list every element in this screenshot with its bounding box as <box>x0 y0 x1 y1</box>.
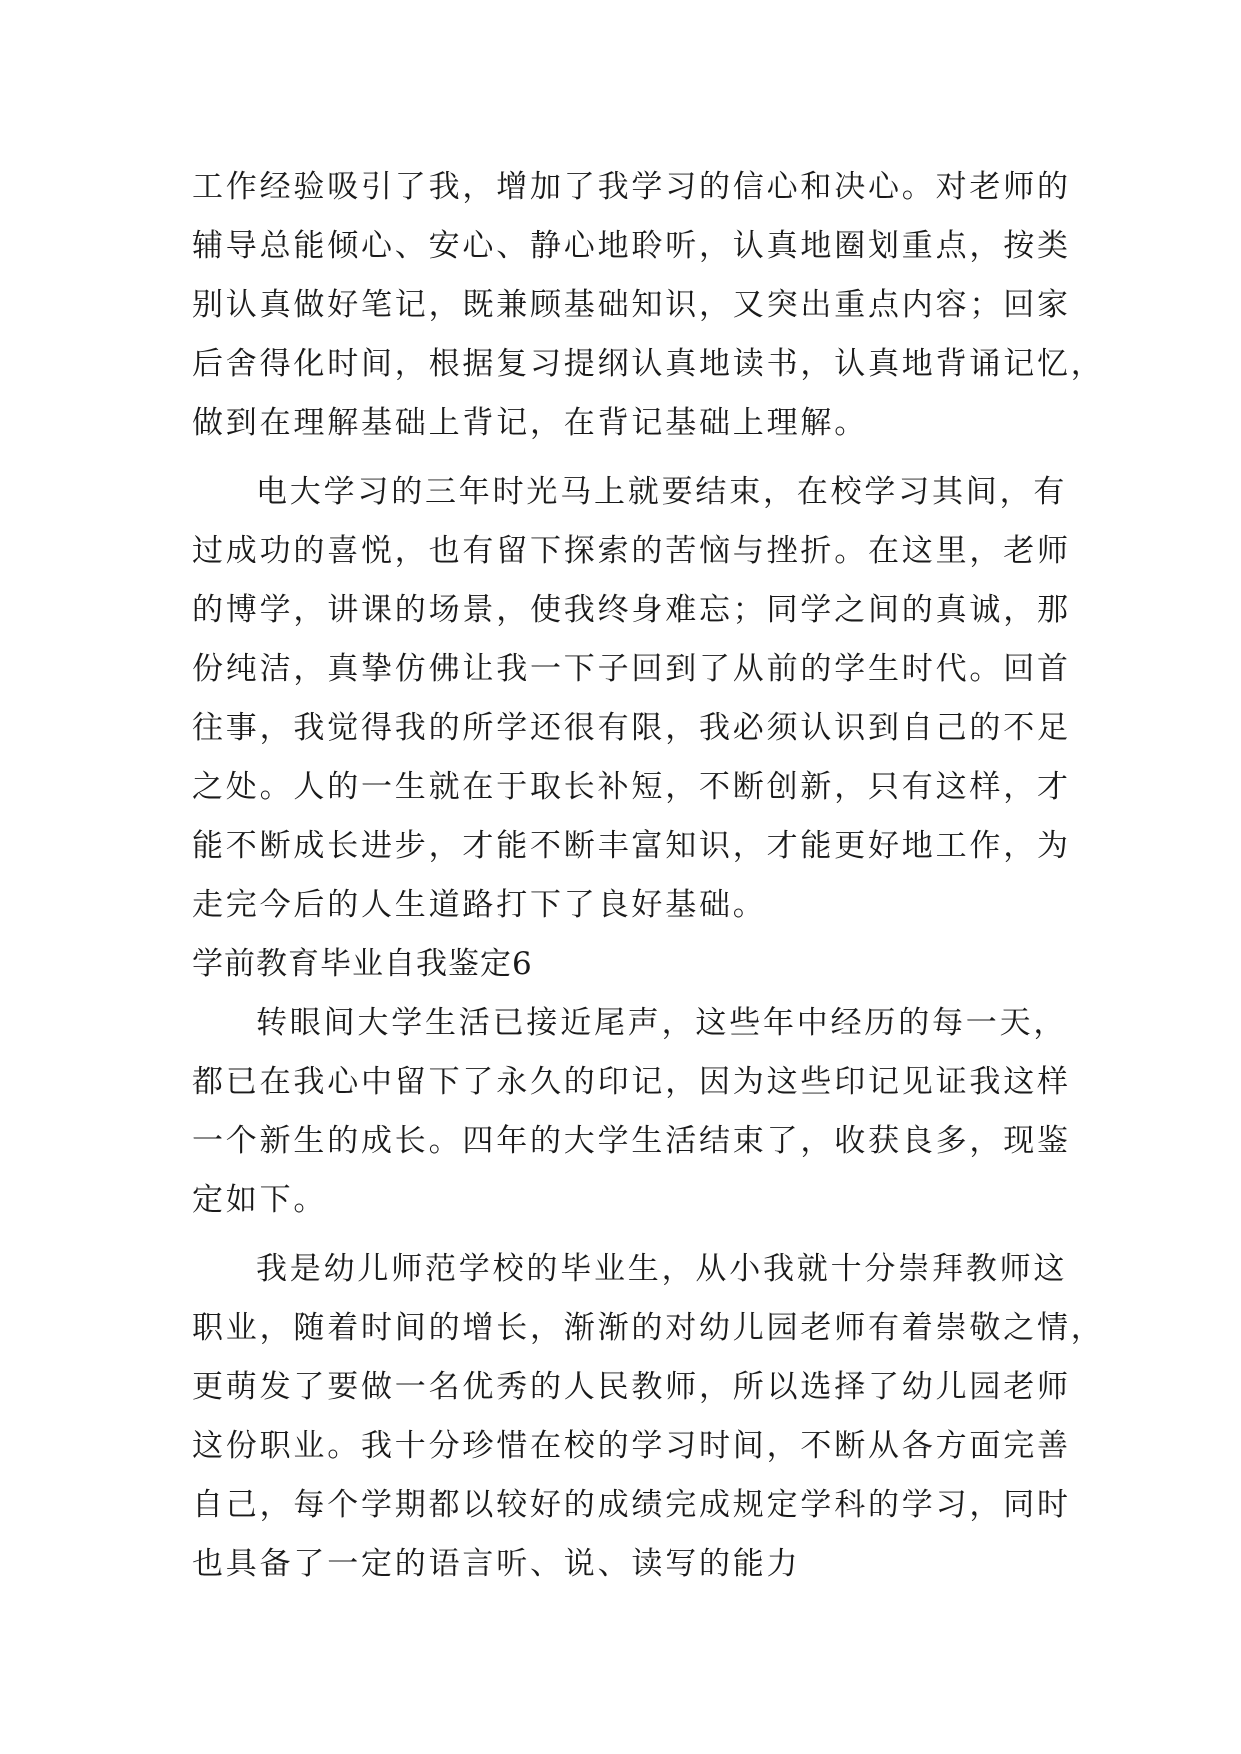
paragraph-line: 后舍得化时间，根据复习提纲认真地读书，认真地背诵记忆， <box>192 346 1105 382</box>
paragraph-2 <box>192 463 1072 935</box>
paragraph-line: 之处。人的一生就在于取长补短，不断创新，只有这样，才 <box>192 769 1071 805</box>
paragraph-line: 也具备了一定的语言听、说、读写的能力 <box>192 1546 801 1582</box>
paragraph-line: 这份职业。我十分珍惜在校的学习时间，不断从各方面完善 <box>192 1428 1071 1464</box>
paragraph-line: 职业，随着时间的增长，渐渐的对幼儿园老师有着崇敬之情， <box>192 1310 1105 1346</box>
paragraph-line: 份纯洁，真挚仿佛让我一下子回到了从前的学生时代。回首 <box>192 651 1071 687</box>
paragraph-line: 别认真做好笔记，既兼顾基础知识，又突出重点内容；回家 <box>192 287 1071 323</box>
paragraph-line: 的博学，讲课的场景，使我终身难忘；同学之间的真诚，那 <box>192 592 1071 628</box>
paragraph-line: 定如下。 <box>192 1182 328 1218</box>
paragraph-line: 做到在理解基础上背记，在背记基础上理解。 <box>192 405 868 441</box>
paragraph-line: 往事，我觉得我的所学还很有限，我必须认识到自己的不足 <box>192 710 1071 746</box>
paragraph-spacer <box>192 1230 1072 1240</box>
paragraph-3 <box>192 994 1072 1230</box>
paragraph-line: 转眼间大学生活已接近尾声，这些年中经历的每一天， <box>256 1005 1068 1041</box>
paragraph-line: 走完今后的人生道路打下了良好基础。 <box>192 887 767 923</box>
paragraph-line: 自己，每个学期都以较好的成绩完成规定学科的学习，同时 <box>192 1487 1071 1523</box>
paragraph-line: 我是幼儿师范学校的毕业生，从小我就十分崇拜教师这 <box>256 1251 1068 1287</box>
paragraph-line: 都已在我心中留下了永久的印记，因为这些印记见证我这样 <box>192 1064 1071 1100</box>
paragraph-line: 过成功的喜悦，也有留下探索的苦恼与挫折。在这里，老师 <box>192 533 1071 569</box>
paragraph-line: 电大学习的三年时光马上就要结束，在校学习其间，有 <box>256 474 1068 510</box>
document-body <box>192 158 1105 1594</box>
section-heading: 学前教育毕业自我鉴定6 <box>192 946 533 982</box>
paragraph-line: 辅导总能倾心、安心、静心地聆听，认真地圈划重点，按类 <box>192 228 1071 264</box>
paragraph-spacer <box>192 453 1072 463</box>
paragraph-4 <box>192 1240 1105 1594</box>
paragraph-1 <box>192 158 1105 453</box>
paragraph-line: 更萌发了要做一名优秀的人民教师，所以选择了幼儿园老师 <box>192 1369 1071 1405</box>
paragraph-line: 工作经验吸引了我，增加了我学习的信心和决心。对老师的 <box>192 169 1071 205</box>
paragraph-line: 能不断成长进步，才能不断丰富知识，才能更好地工作，为 <box>192 828 1071 864</box>
paragraph-line: 一个新生的成长。四年的大学生活结束了，收获良多，现鉴 <box>192 1123 1071 1159</box>
